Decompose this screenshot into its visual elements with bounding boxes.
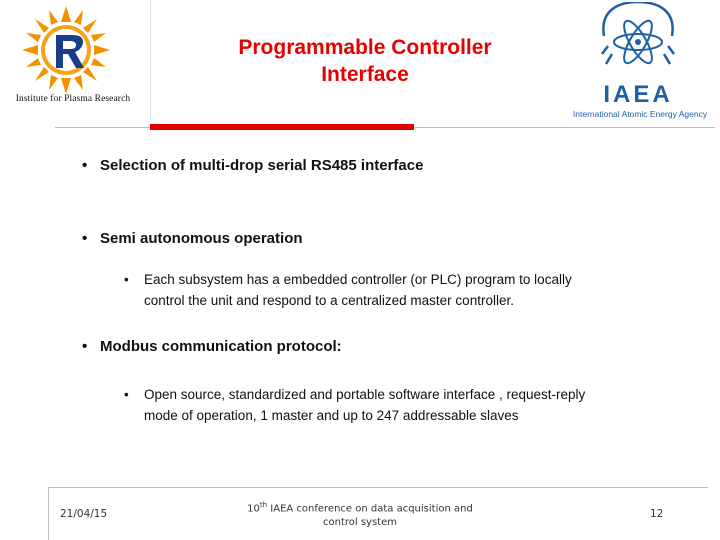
accent-bar [150, 124, 414, 130]
header-divider [150, 0, 151, 120]
sub-bullet-line: control the unit and respond to a centralized master controller. [144, 293, 514, 308]
iaea-subtitle: International Atomic Energy Agency [572, 109, 708, 119]
bullet-text: Modbus communication protocol: [100, 338, 342, 355]
sub-bullet-line: mode of operation, 1 master and up to 247 addressable slaves [144, 408, 519, 423]
iaea-atom-icon [602, 2, 674, 67]
sub-bullet-line: Open source, standardized and portable software interface , request-reply [144, 387, 586, 402]
footer-conf-number: 10 [247, 503, 260, 515]
sub-bullet-marker: • [124, 272, 129, 287]
footer-conf-line1: IAEA conference on data acquisition and [267, 503, 473, 515]
footer-conf-suffix: th [259, 501, 268, 509]
footer-conference [230, 498, 490, 530]
bullet-text: Semi autonomous operation [100, 230, 303, 247]
bullet-marker: • [82, 230, 88, 247]
ipr-caption: Institute for Plasma Research [15, 94, 131, 104]
slide-title [170, 34, 560, 88]
bullet-text: Selection of multi-drop serial RS485 interface [100, 157, 424, 174]
footer-rule [48, 487, 708, 488]
ipr-sun-icon [6, 4, 140, 96]
bullet-item [82, 157, 423, 174]
sub-bullet-line: Each subsystem has a embedded controller (or PLC) program to locally [144, 272, 572, 287]
bullet-item [82, 230, 303, 247]
title-line-1: Programmable Controller [238, 36, 492, 59]
iaea-logo [560, 2, 718, 120]
bullet-item [82, 338, 342, 355]
page-number: 12 [650, 508, 664, 520]
footer-conf-line2: control system [323, 517, 397, 529]
bullet-marker: • [82, 338, 88, 355]
bullet-marker: • [82, 157, 88, 174]
footer-date: 21/04/15 [60, 508, 108, 520]
ipr-logo [6, 4, 140, 106]
footer-divider [48, 487, 49, 540]
title-line-2: Interface [321, 63, 409, 86]
sub-bullet-marker: • [124, 387, 129, 402]
iaea-wordmark: IAEA [603, 81, 673, 108]
